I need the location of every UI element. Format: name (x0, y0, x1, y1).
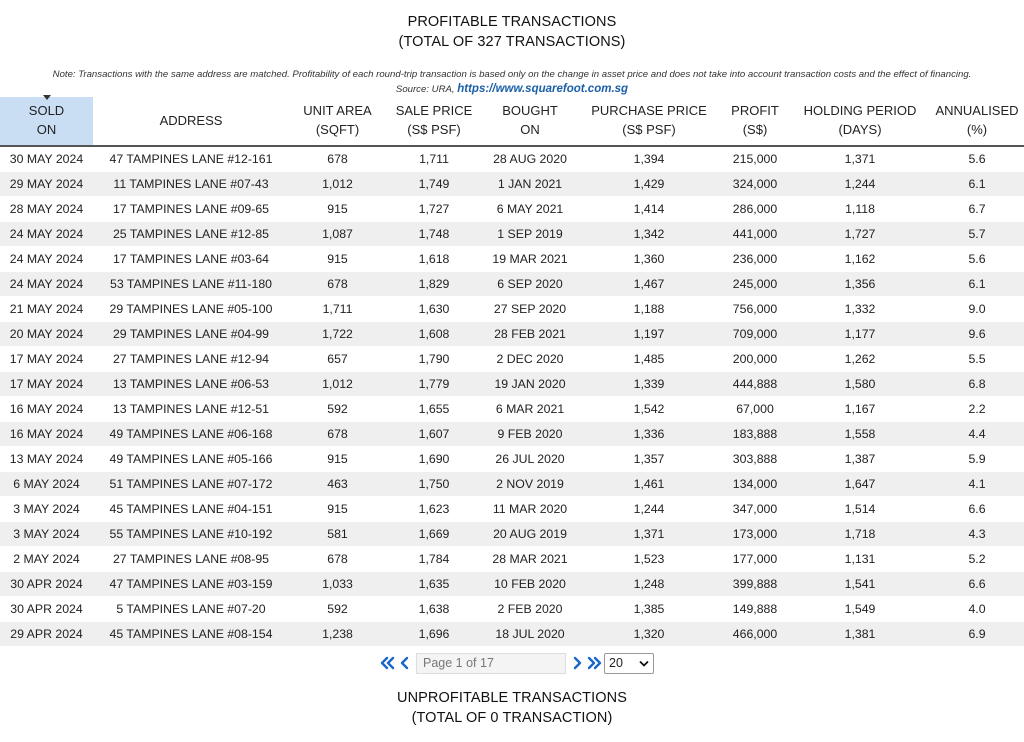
cell-purchase-price: 1,414 (578, 197, 720, 222)
cell-profit: 67,000 (720, 397, 790, 422)
cell-address: 29 TAMPINES LANE #04-99 (93, 322, 289, 347)
cell-sale-price: 1,630 (386, 297, 482, 322)
first-page-button[interactable] (380, 656, 396, 670)
prev-page-button[interactable] (400, 656, 410, 670)
cell-profit: 756,000 (720, 297, 790, 322)
source-label: Source: URA, (395, 84, 455, 95)
cell-bought-on: 19 MAR 2021 (482, 247, 578, 272)
cell-annualised: 6.6 (930, 572, 1024, 597)
sort-desc-icon (43, 95, 51, 100)
column-header-annualised[interactable]: ANNUALISED (%) (935, 103, 1019, 137)
profitable-subtitle: (TOTAL OF 327 TRANSACTIONS) (398, 34, 626, 50)
cell-address: 17 TAMPINES LANE #09-65 (93, 197, 289, 222)
cell-sale-price: 1,748 (386, 222, 482, 247)
cell-address: 45 TAMPINES LANE #08-154 (93, 622, 289, 647)
cell-sale-price: 1,829 (386, 272, 482, 297)
table-header-row (0, 97, 1024, 146)
cell-purchase-price: 1,360 (578, 247, 720, 272)
cell-sale-price: 1,655 (386, 397, 482, 422)
cell-bought-on: 2 NOV 2019 (482, 472, 578, 497)
table-row (0, 297, 1024, 322)
cell-profit: 183,888 (720, 422, 790, 447)
cell-holding-period: 1,332 (790, 297, 930, 322)
profitable-heading (0, 0, 1024, 52)
cell-holding-period: 1,356 (790, 272, 930, 297)
cell-sale-price: 1,618 (386, 247, 482, 272)
cell-profit: 236,000 (720, 247, 790, 272)
table-row (0, 547, 1024, 572)
cell-unit-area: 915 (289, 197, 386, 222)
unprofitable-subtitle: (TOTAL OF 0 TRANSACTION) (411, 710, 613, 726)
cell-sold-on: 13 MAY 2024 (0, 447, 93, 472)
cell-address: 17 TAMPINES LANE #03-64 (93, 247, 289, 272)
cell-unit-area: 1,012 (289, 372, 386, 397)
cell-annualised: 4.3 (930, 522, 1024, 547)
column-header-bought-on[interactable]: BOUGHT ON (502, 103, 558, 137)
column-header-sold-on[interactable]: SOLD ON (0, 97, 93, 146)
cell-bought-on: 6 MAY 2021 (482, 197, 578, 222)
cell-sold-on: 30 APR 2024 (0, 572, 93, 597)
cell-sale-price: 1,608 (386, 322, 482, 347)
cell-bought-on: 28 MAR 2021 (482, 547, 578, 572)
cell-address: 27 TAMPINES LANE #12-94 (93, 347, 289, 372)
cell-holding-period: 1,558 (790, 422, 930, 447)
cell-profit: 347,000 (720, 497, 790, 522)
cell-bought-on: 26 JUL 2020 (482, 447, 578, 472)
table-row (0, 422, 1024, 447)
cell-unit-area: 915 (289, 247, 386, 272)
column-header-purchase-price[interactable]: PURCHASE PRICE (S$ PSF) (591, 103, 707, 137)
cell-purchase-price: 1,357 (578, 447, 720, 472)
cell-sale-price: 1,607 (386, 422, 482, 447)
page-indicator-field[interactable]: Page 1 of 17 (416, 653, 566, 674)
cell-purchase-price: 1,461 (578, 472, 720, 497)
cell-purchase-price: 1,197 (578, 322, 720, 347)
table-row (0, 322, 1024, 347)
cell-unit-area: 592 (289, 397, 386, 422)
table-row (0, 347, 1024, 372)
cell-sale-price: 1,669 (386, 522, 482, 547)
cell-annualised: 9.6 (930, 322, 1024, 347)
table-row (0, 222, 1024, 247)
cell-bought-on: 6 MAR 2021 (482, 397, 578, 422)
table-row (0, 172, 1024, 197)
cell-annualised: 4.4 (930, 422, 1024, 447)
table-row (0, 247, 1024, 272)
cell-sale-price: 1,749 (386, 172, 482, 197)
cell-unit-area: 678 (289, 272, 386, 297)
cell-sold-on: 24 MAY 2024 (0, 247, 93, 272)
cell-purchase-price: 1,371 (578, 522, 720, 547)
table-row (0, 146, 1024, 172)
source-link[interactable]: https://www.squarefoot.com.sg (457, 83, 629, 95)
cell-bought-on: 2 FEB 2020 (482, 597, 578, 622)
cell-unit-area: 678 (289, 547, 386, 572)
chevron-right-icon (572, 656, 582, 670)
cell-unit-area: 915 (289, 497, 386, 522)
cell-holding-period: 1,118 (790, 197, 930, 222)
cell-purchase-price: 1,188 (578, 297, 720, 322)
cell-annualised: 4.0 (930, 597, 1024, 622)
cell-annualised: 5.5 (930, 347, 1024, 372)
cell-annualised: 9.0 (930, 297, 1024, 322)
cell-sold-on: 3 MAY 2024 (0, 522, 93, 547)
cell-annualised: 6.9 (930, 622, 1024, 647)
cell-address: 13 TAMPINES LANE #06-53 (93, 372, 289, 397)
cell-bought-on: 18 JUL 2020 (482, 622, 578, 647)
cell-profit: 441,000 (720, 222, 790, 247)
cell-profit: 134,000 (720, 472, 790, 497)
cell-profit: 444,888 (720, 372, 790, 397)
cell-bought-on: 10 FEB 2020 (482, 572, 578, 597)
cell-annualised: 4.1 (930, 472, 1024, 497)
cell-unit-area: 463 (289, 472, 386, 497)
cell-sold-on: 2 MAY 2024 (0, 547, 93, 572)
next-page-button[interactable] (572, 656, 582, 670)
cell-address: 27 TAMPINES LANE #08-95 (93, 547, 289, 572)
table-row (0, 522, 1024, 547)
column-header-profit[interactable]: PROFIT (S$) (731, 103, 779, 137)
column-header-sale-price[interactable]: SALE PRICE (S$ PSF) (395, 103, 473, 137)
cell-annualised: 6.7 (930, 197, 1024, 222)
column-header-unit-area[interactable]: UNIT AREA (SQFT) (303, 103, 372, 137)
cell-purchase-price: 1,429 (578, 172, 720, 197)
cell-purchase-price: 1,467 (578, 272, 720, 297)
cell-purchase-price: 1,385 (578, 597, 720, 622)
cell-unit-area: 678 (289, 146, 386, 172)
table-row (0, 497, 1024, 522)
cell-bought-on: 2 DEC 2020 (482, 347, 578, 372)
cell-sold-on: 17 MAY 2024 (0, 347, 93, 372)
cell-sale-price: 1,690 (386, 447, 482, 472)
cell-profit: 399,888 (720, 572, 790, 597)
last-page-button[interactable] (586, 656, 602, 670)
cell-annualised: 5.9 (930, 447, 1024, 472)
cell-address: 5 TAMPINES LANE #07-20 (93, 597, 289, 622)
cell-unit-area: 1,033 (289, 572, 386, 597)
cell-annualised: 6.6 (930, 497, 1024, 522)
cell-address: 11 TAMPINES LANE #07-43 (93, 172, 289, 197)
cell-address: 51 TAMPINES LANE #07-172 (93, 472, 289, 497)
cell-sold-on: 30 MAY 2024 (0, 146, 93, 172)
table-row (0, 447, 1024, 472)
cell-bought-on: 19 JAN 2020 (482, 372, 578, 397)
table-row (0, 472, 1024, 497)
cell-purchase-price: 1,339 (578, 372, 720, 397)
cell-holding-period: 1,177 (790, 322, 930, 347)
cell-profit: 286,000 (720, 197, 790, 222)
cell-holding-period: 1,387 (790, 447, 930, 472)
cell-sale-price: 1,779 (386, 372, 482, 397)
cell-sold-on: 17 MAY 2024 (0, 372, 93, 397)
cell-purchase-price: 1,244 (578, 497, 720, 522)
cell-annualised: 2.2 (930, 397, 1024, 422)
cell-sale-price: 1,635 (386, 572, 482, 597)
cell-holding-period: 1,549 (790, 597, 930, 622)
cell-holding-period: 1,718 (790, 522, 930, 547)
cell-unit-area: 1,087 (289, 222, 386, 247)
cell-profit: 303,888 (720, 447, 790, 472)
chevron-down-icon (639, 660, 649, 667)
cell-profit: 173,000 (720, 522, 790, 547)
cell-purchase-price: 1,320 (578, 622, 720, 647)
cell-sale-price: 1,784 (386, 547, 482, 572)
cell-unit-area: 915 (289, 447, 386, 472)
cell-sold-on: 29 APR 2024 (0, 622, 93, 647)
cell-bought-on: 20 AUG 2019 (482, 522, 578, 547)
cell-holding-period: 1,541 (790, 572, 930, 597)
table-row (0, 597, 1024, 622)
unprofitable-heading (0, 688, 1024, 728)
cell-purchase-price: 1,248 (578, 572, 720, 597)
table-row (0, 622, 1024, 647)
cell-sale-price: 1,638 (386, 597, 482, 622)
cell-profit: 466,000 (720, 622, 790, 647)
cell-address: 55 TAMPINES LANE #10-192 (93, 522, 289, 547)
table-body (0, 146, 1024, 647)
cell-purchase-price: 1,394 (578, 146, 720, 172)
table-row (0, 397, 1024, 422)
cell-address: 47 TAMPINES LANE #03-159 (93, 572, 289, 597)
cell-unit-area: 1,711 (289, 297, 386, 322)
cell-sold-on: 16 MAY 2024 (0, 397, 93, 422)
cell-annualised: 6.8 (930, 372, 1024, 397)
cell-holding-period: 1,727 (790, 222, 930, 247)
cell-unit-area: 657 (289, 347, 386, 372)
table-row (0, 272, 1024, 297)
cell-holding-period: 1,244 (790, 172, 930, 197)
cell-profit: 215,000 (720, 146, 790, 172)
cell-holding-period: 1,167 (790, 397, 930, 422)
cell-purchase-price: 1,342 (578, 222, 720, 247)
cell-sold-on: 24 MAY 2024 (0, 222, 93, 247)
cell-holding-period: 1,514 (790, 497, 930, 522)
cell-purchase-price: 1,485 (578, 347, 720, 372)
cell-annualised: 5.6 (930, 247, 1024, 272)
cell-sale-price: 1,790 (386, 347, 482, 372)
cell-unit-area: 592 (289, 597, 386, 622)
cell-address: 25 TAMPINES LANE #12-85 (93, 222, 289, 247)
cell-profit: 149,888 (720, 597, 790, 622)
page-size-value: 20 (609, 656, 623, 670)
cell-address: 45 TAMPINES LANE #04-151 (93, 497, 289, 522)
cell-holding-period: 1,381 (790, 622, 930, 647)
cell-profit: 324,000 (720, 172, 790, 197)
cell-annualised: 6.1 (930, 272, 1024, 297)
cell-profit: 177,000 (720, 547, 790, 572)
cell-purchase-price: 1,542 (578, 397, 720, 422)
cell-holding-period: 1,262 (790, 347, 930, 372)
table-row (0, 372, 1024, 397)
cell-annualised: 5.7 (930, 222, 1024, 247)
cell-bought-on: 11 MAR 2020 (482, 497, 578, 522)
profitable-title: PROFITABLE TRANSACTIONS (407, 14, 617, 30)
cell-holding-period: 1,131 (790, 547, 930, 572)
cell-unit-area: 1,012 (289, 172, 386, 197)
double-chevron-right-icon (586, 656, 602, 670)
cell-holding-period: 1,647 (790, 472, 930, 497)
cell-sold-on: 20 MAY 2024 (0, 322, 93, 347)
cell-bought-on: 1 SEP 2019 (482, 222, 578, 247)
cell-purchase-price: 1,523 (578, 547, 720, 572)
column-header-address[interactable]: ADDRESS (159, 112, 223, 128)
cell-sold-on: 3 MAY 2024 (0, 497, 93, 522)
cell-sale-price: 1,750 (386, 472, 482, 497)
cell-unit-area: 1,722 (289, 322, 386, 347)
transactions-table (0, 97, 1024, 647)
cell-sold-on: 21 MAY 2024 (0, 297, 93, 322)
cell-address: 53 TAMPINES LANE #11-180 (93, 272, 289, 297)
cell-unit-area: 678 (289, 422, 386, 447)
cell-annualised: 5.6 (930, 146, 1024, 172)
cell-holding-period: 1,162 (790, 247, 930, 272)
double-chevron-left-icon (380, 656, 396, 670)
cell-sale-price: 1,696 (386, 622, 482, 647)
cell-bought-on: 28 FEB 2021 (482, 322, 578, 347)
cell-sold-on: 28 MAY 2024 (0, 197, 93, 222)
cell-address: 13 TAMPINES LANE #12-51 (93, 397, 289, 422)
cell-profit: 709,000 (720, 322, 790, 347)
cell-sold-on: 29 MAY 2024 (0, 172, 93, 197)
disclaimer-note: Note: Transactions with the same address are matched. Profitability of each round-trip transaction is based only on the change in asset price and does not take into account transaction costs and the effect of financing. (52, 69, 972, 80)
cell-holding-period: 1,580 (790, 372, 930, 397)
cell-bought-on: 28 AUG 2020 (482, 146, 578, 172)
cell-holding-period: 1,371 (790, 146, 930, 172)
cell-profit: 200,000 (720, 347, 790, 372)
cell-bought-on: 6 SEP 2020 (482, 272, 578, 297)
chevron-left-icon (400, 656, 410, 670)
cell-address: 29 TAMPINES LANE #05-100 (93, 297, 289, 322)
cell-unit-area: 581 (289, 522, 386, 547)
table-row (0, 197, 1024, 222)
table-row (0, 572, 1024, 597)
cell-unit-area: 1,238 (289, 622, 386, 647)
source-line (0, 82, 1024, 97)
cell-bought-on: 1 JAN 2021 (482, 172, 578, 197)
cell-address: 49 TAMPINES LANE #05-166 (93, 447, 289, 472)
cell-sold-on: 30 APR 2024 (0, 597, 93, 622)
cell-sold-on: 6 MAY 2024 (0, 472, 93, 497)
unprofitable-title: UNPROFITABLE TRANSACTIONS (397, 690, 627, 706)
page-size-select[interactable] (604, 653, 654, 674)
cell-sold-on: 24 MAY 2024 (0, 272, 93, 297)
column-header-holding-period[interactable]: HOLDING PERIOD (DAYS) (803, 103, 917, 137)
cell-bought-on: 27 SEP 2020 (482, 297, 578, 322)
cell-address: 47 TAMPINES LANE #12-161 (93, 146, 289, 172)
cell-sale-price: 1,727 (386, 197, 482, 222)
cell-sale-price: 1,711 (386, 146, 482, 172)
cell-sold-on: 16 MAY 2024 (0, 422, 93, 447)
cell-purchase-price: 1,336 (578, 422, 720, 447)
cell-annualised: 6.1 (930, 172, 1024, 197)
cell-address: 49 TAMPINES LANE #06-168 (93, 422, 289, 447)
cell-annualised: 5.2 (930, 547, 1024, 572)
cell-sale-price: 1,623 (386, 497, 482, 522)
pagination (0, 651, 1024, 675)
cell-profit: 245,000 (720, 272, 790, 297)
cell-bought-on: 9 FEB 2020 (482, 422, 578, 447)
